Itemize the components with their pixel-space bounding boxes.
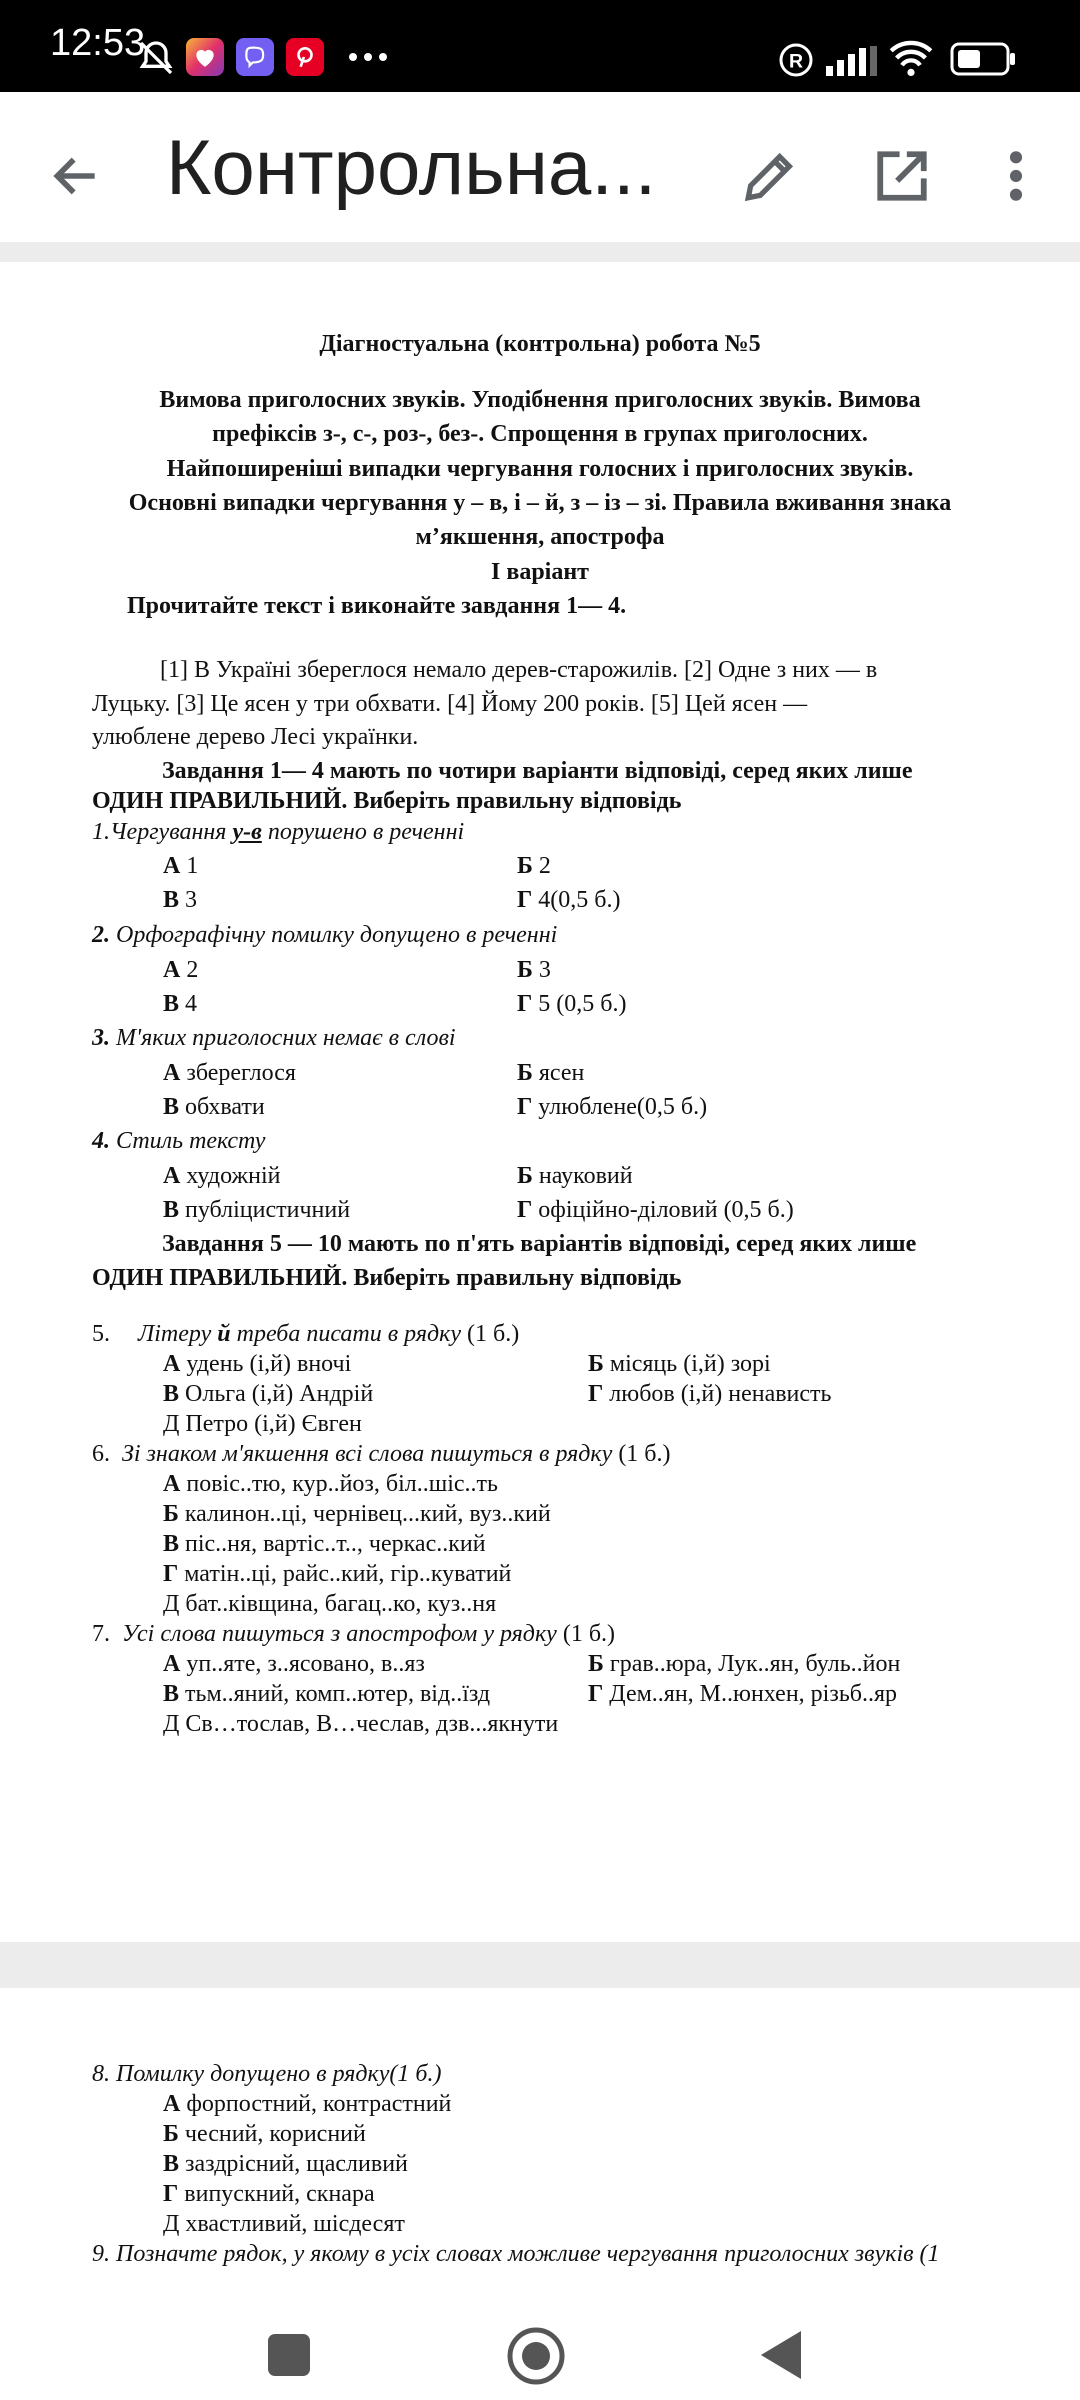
section-instruction: Завдання 1— 4 мають по чотири варіанти відповіді, серед яких лише (162, 758, 913, 784)
question-3: 3. М'яких приголосних немає в слові (92, 1025, 456, 1051)
pencil-icon (741, 147, 799, 205)
viber-app-icon (236, 38, 274, 76)
answer-option: Г офіційно-діловий (0,5 б.) (517, 1197, 794, 1223)
home-circle-icon (506, 2326, 566, 2386)
answer-option: Д Петро (і,й) Євген (163, 1411, 362, 1437)
answer-option: А збереглося (163, 1060, 296, 1086)
notifications-off-icon (136, 38, 176, 78)
answer-option: А художній (163, 1163, 281, 1189)
answer-option: В обхвати (163, 1094, 265, 1120)
answer-option: А повіс..тю, кур..йоз, біл..шіс..ть (163, 1471, 498, 1497)
question-1: 1.Чергування у-в порушено в реченні (92, 819, 465, 845)
more-vert-icon (1006, 148, 1026, 204)
text-line: Луцьку. [3] Це ясен у три обхвати. [4] Йому 200 років. [5] Цей ясен — (92, 691, 808, 717)
section-instruction: ОДИН ПРАВИЛЬНИЙ. Виберіть правильну відповідь (92, 1265, 682, 1291)
status-bar (0, 0, 1080, 92)
answer-option: Д бат..ківщина, багац..ко, куз..ня (163, 1591, 497, 1617)
answer-option: Б 3 (517, 957, 551, 983)
doc-subtitle-line: Основні випадки чергування у – в, і – й, з – із – зі. Правила вживання знака (128, 490, 952, 516)
pinterest-app-icon (286, 38, 324, 76)
edit-button[interactable] (734, 140, 806, 212)
answer-option: Б місяць (і,й) зорі (588, 1351, 771, 1377)
answer-option: В заздрісний, щасливий (163, 2151, 408, 2177)
roaming-icon (778, 42, 814, 78)
heart-app-icon (186, 38, 224, 76)
answer-option: А 2 (163, 957, 199, 983)
more-options-button[interactable] (980, 140, 1052, 212)
recents-square-icon (266, 2332, 312, 2378)
doc-subtitle-line: Вимова приголосних звуків. Уподібнення приголосних звуків. Вимова (159, 387, 921, 413)
question-8: 8. Помилку допущено в рядку(1 б.) (92, 2061, 442, 2087)
wifi-icon (888, 40, 934, 76)
doc-title: Діагностуальна (контрольна) робота №5 (319, 331, 761, 357)
answer-option: А уп..яте, з..ясовано, в..яз (163, 1651, 425, 1677)
answer-option: Г випускний, скнара (163, 2181, 375, 2207)
home-button[interactable] (506, 2326, 566, 2386)
answer-option: Б грав..юра, Лук..ян, буль..йон (588, 1651, 901, 1677)
back-arrow-icon (48, 148, 104, 204)
text-line: [1] В Україні збереглося немало дерев-старожилів. [2] Одне з них — в (160, 657, 878, 683)
answer-option: Д Св…тослав, В…чеслав, дзв...якнути (163, 1711, 559, 1737)
answer-option: Б чесний, корисний (163, 2121, 366, 2147)
app-toolbar (0, 92, 1080, 242)
instruction-text: Прочитайте текст і виконайте завдання 1— 4. (127, 593, 627, 619)
answer-option: А форпостний, контрастний (163, 2091, 452, 2117)
answer-option: Д хвастливий, шісдесят (163, 2211, 405, 2237)
answer-option: В публіцистичний (163, 1197, 351, 1223)
answer-option: А 1 (163, 853, 199, 879)
question-7: 7. Усі слова пишуться з апострофом у рядку (1 б.) (92, 1621, 616, 1647)
section-instruction: ОДИН ПРАВИЛЬНИЙ. Виберіть правильну відповідь (92, 788, 682, 814)
answer-option: В 4 (163, 991, 198, 1017)
question-2: 2. Орфографічну помилку допущено в реченні (92, 922, 558, 948)
back-triangle-icon (759, 2329, 803, 2381)
answer-option: Г улюблене(0,5 б.) (517, 1094, 708, 1120)
answer-option: Г матін..ці, райс..кий, гір..куватий (163, 1561, 512, 1587)
battery-icon (950, 42, 1016, 76)
answer-option: В тьм..яний, комп..ютер, від..їзд (163, 1681, 491, 1707)
variant-label: І варіант (491, 559, 589, 585)
system-navigation-bar (0, 2310, 1080, 2400)
open-in-new-icon (873, 147, 931, 205)
answer-option: Г любов (і,й) ненависть (588, 1381, 832, 1407)
answer-option: В Ольга (і,й) Андрій (163, 1381, 374, 1407)
question-4: 4. Стиль тексту (92, 1128, 266, 1154)
question-9: 9. Позначте рядок, у якому в усіх словах можливе чергування приголосних звуків (1 (92, 2241, 940, 2267)
back-nav-button[interactable] (756, 2328, 806, 2382)
answer-option: Г 4(0,5 б.) (517, 887, 621, 913)
answer-option: Б 2 (517, 853, 551, 879)
doc-subtitle-line: префіксів з-, с-, роз-, без-. Спрощення в групах приголосних. (212, 421, 868, 447)
recents-button[interactable] (264, 2330, 314, 2380)
answer-option: Б калинон..ці, чернівец...кий, вуз..кий (163, 1501, 551, 1527)
more-notifications-icon (348, 52, 388, 62)
signal-icon (826, 46, 878, 76)
question-5: 5. Літеру й треба писати в рядку (1 б.) (92, 1321, 520, 1347)
doc-subtitle-line: Найпоширеніші випадки чергування голосних і приголосних звуків. (166, 456, 914, 482)
answer-option: Г 5 (0,5 б.) (517, 991, 627, 1017)
answer-option: Б ясен (517, 1060, 585, 1086)
highlighted-letters: у-в (232, 819, 262, 845)
back-button[interactable] (40, 140, 112, 212)
status-time: 12:53 (50, 22, 146, 64)
answer-option: В піс..ня, вартіс..т.., черкас..кий (163, 1531, 486, 1557)
document-title: Контрольна... (166, 123, 657, 211)
highlighted-letter: й (217, 1321, 231, 1347)
text-line: улюблене дерево Лесі українки. (92, 724, 419, 750)
svg-text:R: R (788, 50, 804, 73)
doc-subtitle-line: м’якшення, апострофа (415, 524, 665, 550)
section-instruction: Завдання 5 — 10 мають по п'ять варіантів відповіді, серед яких лише (162, 1231, 917, 1257)
answer-option: Б науковий (517, 1163, 633, 1189)
open-external-button[interactable] (866, 140, 938, 212)
answer-option: В 3 (163, 887, 198, 913)
question-6: 6. Зі знаком м'якшення всі слова пишуться в рядку (1 б.) (92, 1441, 671, 1467)
answer-option: А удень (і,й) вночі (163, 1351, 352, 1377)
answer-option: Г Дем..ян, М..юнхен, різьб..яр (588, 1681, 898, 1707)
